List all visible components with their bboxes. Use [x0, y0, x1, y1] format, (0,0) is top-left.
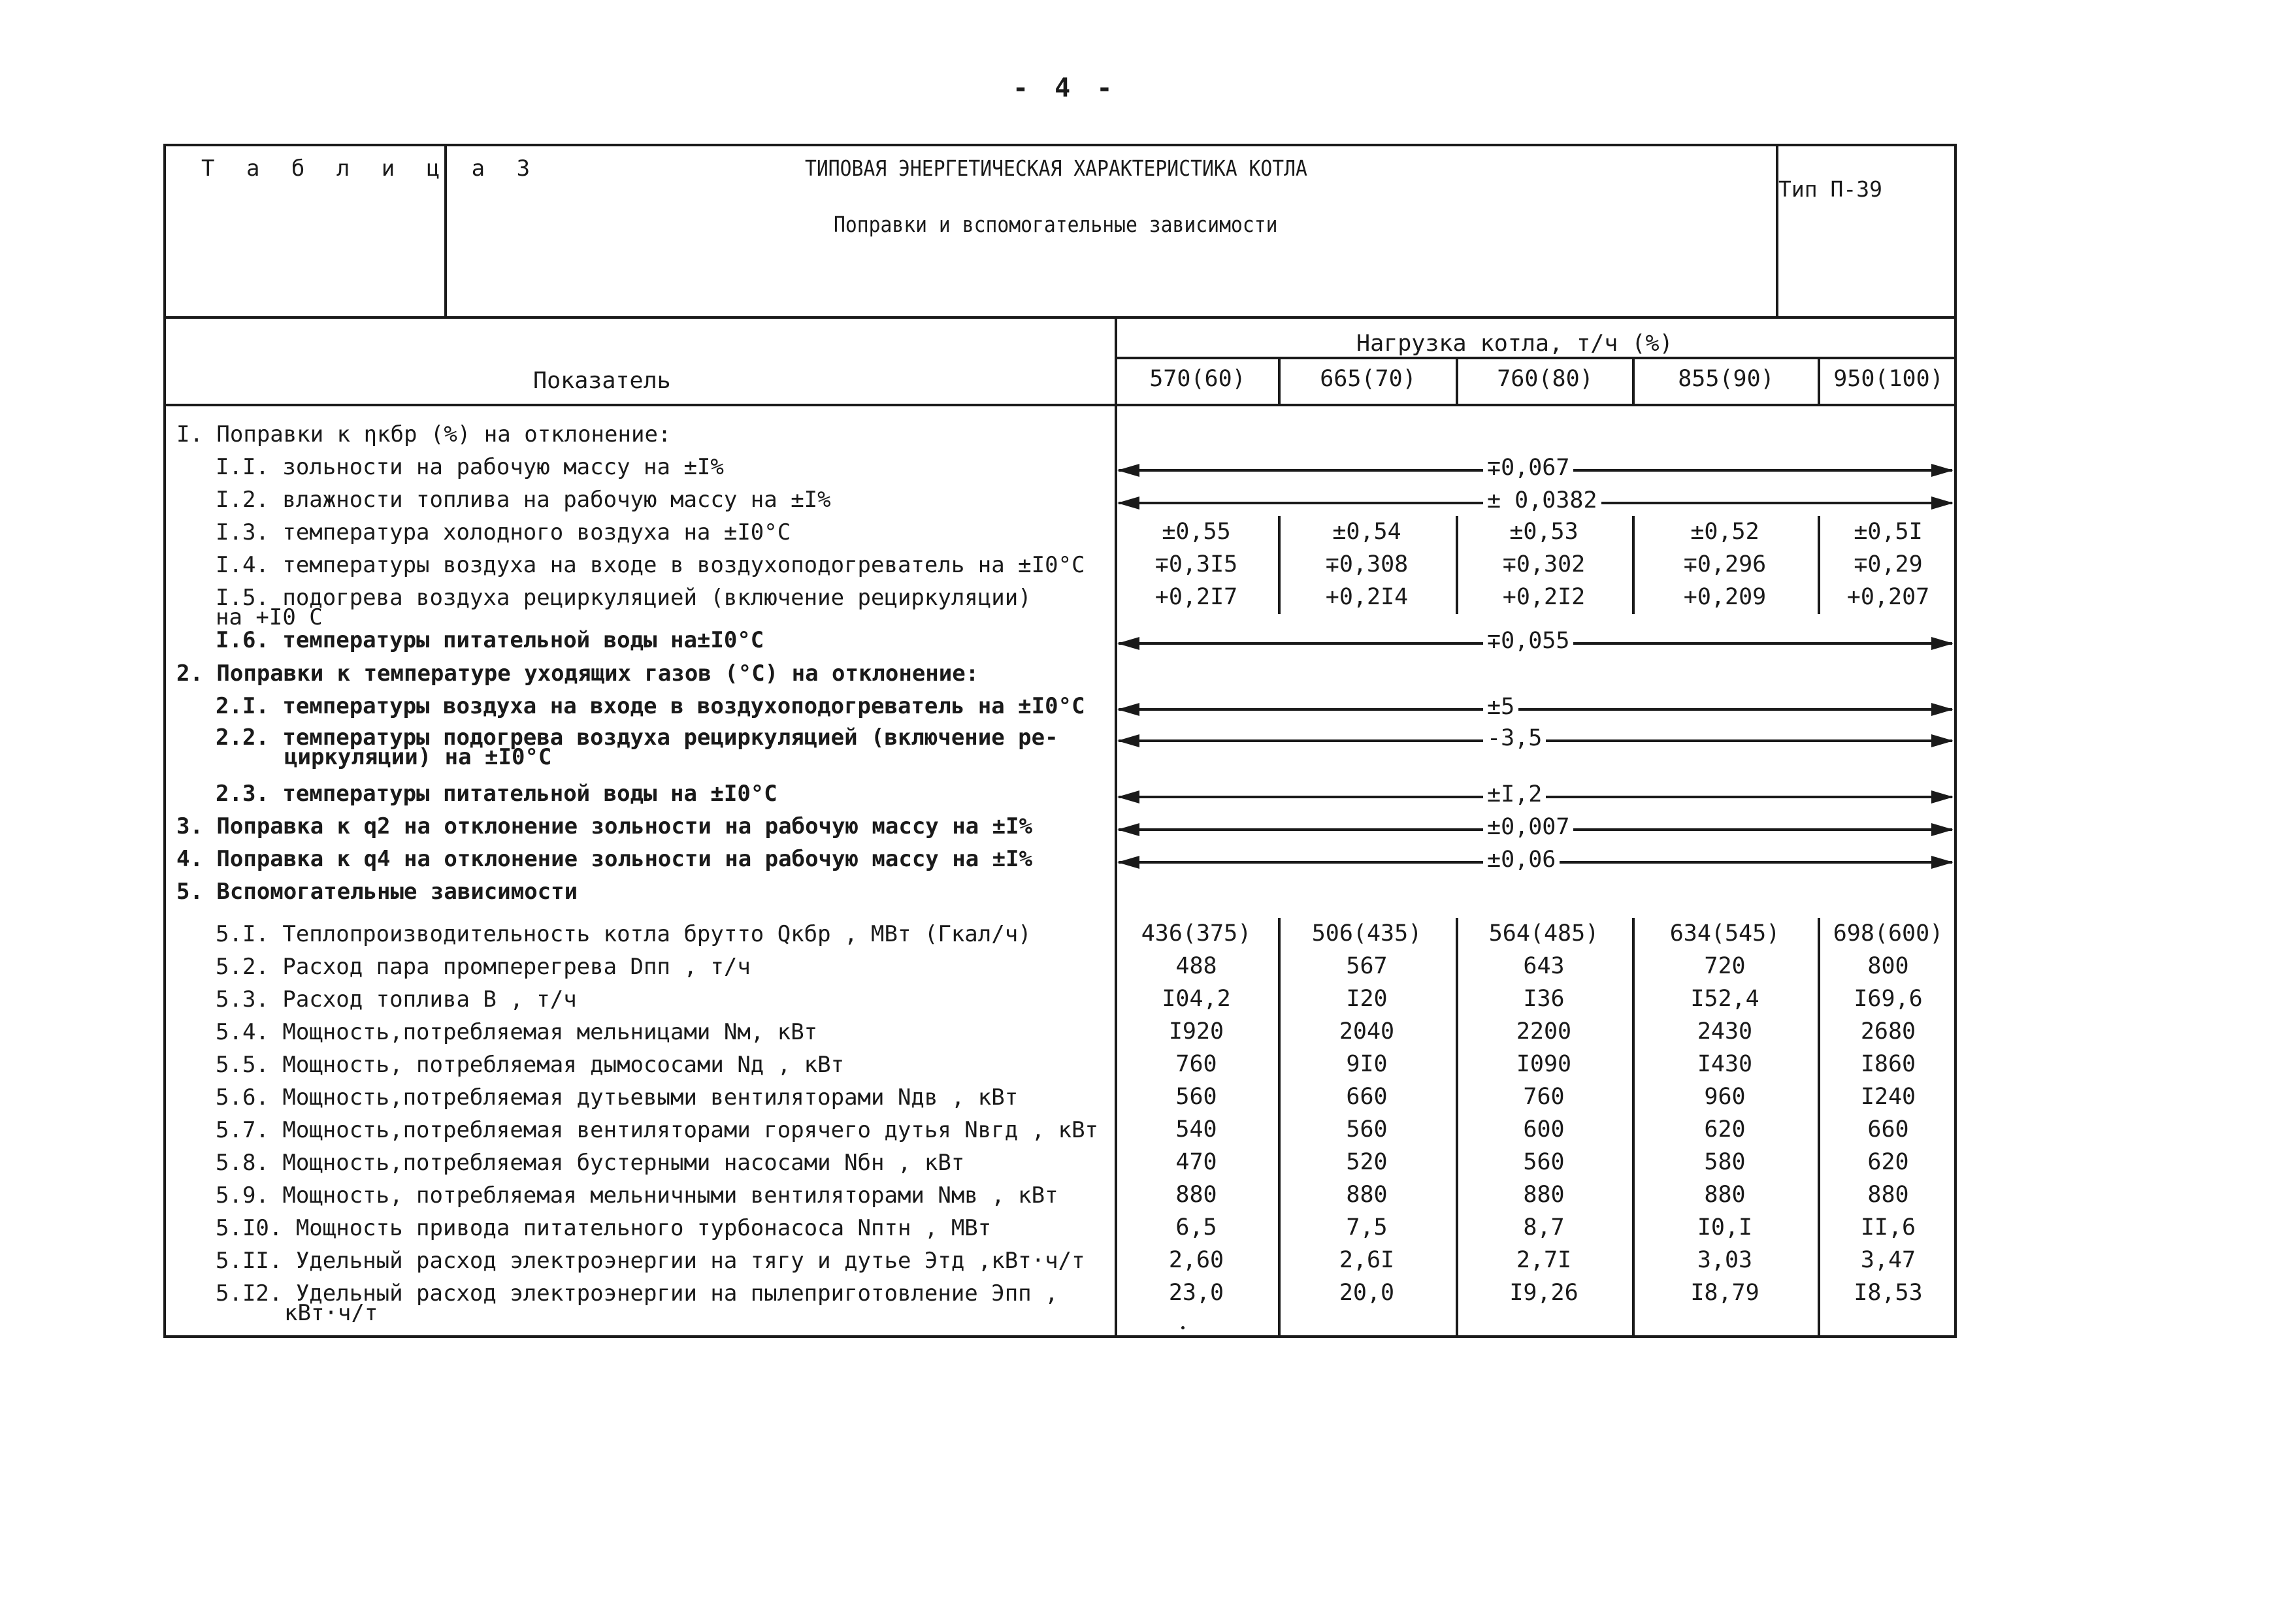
- value-cell: 760: [1523, 1084, 1565, 1110]
- value-cell: 760: [1175, 1051, 1217, 1077]
- row-label-continuation: кВт·ч/т: [284, 1300, 378, 1326]
- value-cell: 620: [1704, 1116, 1746, 1143]
- value-cell: I36: [1523, 986, 1565, 1012]
- span-value: ∓0,055: [1483, 628, 1573, 654]
- value-cell: 960: [1704, 1084, 1746, 1110]
- row-label: 4. Поправка к q4 на отклонение зольности на рабочую массу на ±I%: [176, 846, 1033, 872]
- value-cell: 23,0: [1168, 1280, 1224, 1306]
- value-cell: 6,5: [1175, 1214, 1217, 1241]
- value-cell: 620: [1867, 1149, 1909, 1175]
- value-cell: ∓0,308: [1325, 551, 1409, 577]
- value-cell: ±0,5I: [1854, 519, 1923, 545]
- value-cell: ∓0,296: [1683, 551, 1767, 577]
- value-cell: 2040: [1339, 1018, 1395, 1045]
- value-cell: 9I0: [1346, 1051, 1388, 1077]
- row-label: I.6. температуры питательной воды на±I0°C: [216, 627, 764, 653]
- value-cell: 560: [1175, 1084, 1217, 1110]
- type-label: Тип П-39: [1778, 176, 1882, 202]
- row-label: 5.7. Мощность,потребляемая вентиляторами горячего дутья Nвгд , кВт: [216, 1117, 1099, 1143]
- span-value: ±0,06: [1483, 847, 1560, 873]
- table-subtitle: Поправки и вспомогательные зависимости: [834, 212, 1278, 237]
- value-cell: 564(485): [1488, 920, 1599, 947]
- span-value: ±I,2: [1483, 781, 1546, 807]
- value-cell: 3,03: [1697, 1247, 1753, 1273]
- value-cell: I090: [1516, 1051, 1572, 1077]
- value-cell: I0,I: [1697, 1214, 1753, 1241]
- load-col-2: 665(70): [1320, 366, 1416, 392]
- value-cell: 660: [1346, 1084, 1388, 1110]
- value-cell: 643: [1523, 953, 1565, 979]
- value-cell: 2680: [1860, 1018, 1916, 1045]
- value-cell: 660: [1867, 1116, 1909, 1143]
- row-label: 5.8. Мощность,потребляемая бустерными насосами Nбн , кВт: [216, 1150, 965, 1176]
- value-column-separator: [1818, 918, 1820, 1338]
- load-col-3: 760(80): [1497, 366, 1594, 392]
- value-cell: 698(600): [1833, 920, 1944, 947]
- value-cell: II,6: [1860, 1214, 1916, 1241]
- load-header-divider: [1115, 357, 1957, 359]
- value-cell: 506(435): [1311, 920, 1422, 947]
- load-col-5: 950(100): [1833, 366, 1944, 392]
- value-cell: I04,2: [1162, 986, 1231, 1012]
- row-label: 5.2. Расход пара промперегрева Dпп , т/ч: [216, 954, 751, 980]
- value-cell: 580: [1704, 1149, 1746, 1175]
- value-cell: ∓0,29: [1854, 551, 1923, 577]
- row-label-continuation: циркуляции) на ±I0°C: [284, 744, 552, 770]
- value-column-separator: [1278, 516, 1281, 614]
- value-cell: 2430: [1697, 1018, 1753, 1045]
- span-value: ∓0,067: [1483, 455, 1573, 481]
- value-cell: 7,5: [1346, 1214, 1388, 1241]
- value-cell: 560: [1523, 1149, 1565, 1175]
- value-column-separator: [1632, 918, 1635, 1338]
- value-cell: 880: [1867, 1182, 1909, 1208]
- value-cell: I240: [1860, 1084, 1916, 1110]
- row-label: 2.3. температуры питательной воды на ±I0°C: [216, 781, 777, 807]
- table-title: ТИПОВАЯ ЭНЕРГЕТИЧЕСКАЯ ХАРАКТЕРИСТИКА КОТЛА: [805, 155, 1307, 181]
- indicator-header: Показатель: [533, 368, 671, 394]
- row-label: I.2. влажности топлива на рабочую массу на ±I%: [216, 487, 831, 513]
- value-cell: ±0,52: [1690, 519, 1759, 545]
- value-cell: 520: [1346, 1149, 1388, 1175]
- value-cell: +0,2I7: [1154, 584, 1238, 610]
- column-header-bottom: [163, 404, 1957, 406]
- value-cell: ∓0,3I5: [1154, 551, 1238, 577]
- row-label: I. Поправки к ηкбр (%) на отклонение:: [176, 421, 672, 447]
- value-cell: +0,2I2: [1502, 584, 1586, 610]
- value-column-separator: [1456, 918, 1458, 1338]
- row-label: 3. Поправка к q2 на отклонение зольности на рабочую массу на ±I%: [176, 813, 1033, 839]
- value-cell: I52,4: [1690, 986, 1759, 1012]
- value-cell: I9,26: [1509, 1280, 1578, 1306]
- value-cell: +0,207: [1846, 584, 1930, 610]
- value-cell: 436(375): [1141, 920, 1252, 947]
- value-cell: 567: [1346, 953, 1388, 979]
- row-label: 5.II. Удельный расход электроэнергии на тягу и дутье Этд ,кВт·ч/т: [216, 1248, 1085, 1274]
- row-label: 5.I0. Мощность привода питательного турбонасоса Nптн , МВт: [216, 1215, 992, 1241]
- row-label: I.5. подогрева воздуха рециркуляцией (включение рециркуляции): [216, 585, 1032, 611]
- value-cell: +0,2I4: [1325, 584, 1409, 610]
- value-cell: 470: [1175, 1149, 1217, 1175]
- row-label: 5.5. Мощность, потребляемая дымососами Nд , кВт: [216, 1052, 845, 1078]
- value-cell: 880: [1175, 1182, 1217, 1208]
- span-value: ± 0,0382: [1483, 487, 1601, 513]
- row-label: 5.6. Мощность,потребляемая дутьевыми вентиляторами Nдв , кВт: [216, 1084, 1019, 1111]
- page-number: - 4 -: [1013, 73, 1118, 103]
- value-cell: 880: [1346, 1182, 1388, 1208]
- value-cell: 2,6I: [1339, 1247, 1395, 1273]
- value-cell: 800: [1867, 953, 1909, 979]
- value-cell: 20,0: [1339, 1280, 1395, 1306]
- value-cell: 560: [1346, 1116, 1388, 1143]
- value-column-separator: [1456, 516, 1458, 614]
- row-label: 5.I2. Удельный расход электроэнергии на пылеприготовление Эпп ,: [216, 1280, 1058, 1307]
- row-label: 5.3. Расход топлива B , т/ч: [216, 986, 577, 1013]
- value-cell: I8,79: [1690, 1280, 1759, 1306]
- row-label: 2. Поправки к температуре уходящих газов (°C) на отклонение:: [176, 660, 979, 687]
- value-cell: 8,7: [1523, 1214, 1565, 1241]
- value-cell: 540: [1175, 1116, 1217, 1143]
- row-label: 5.4. Мощность,потребляемая мельницами Nм, кВт: [216, 1019, 818, 1045]
- value-column-separator: [1818, 516, 1820, 614]
- table-label: Т а б л и ц а 3: [201, 155, 540, 182]
- value-cell: ±0,54: [1332, 519, 1401, 545]
- value-cell: I8,53: [1854, 1280, 1923, 1306]
- value-cell: I69,6: [1854, 986, 1923, 1012]
- value-cell: 3,47: [1860, 1247, 1916, 1273]
- value-cell: 2,60: [1168, 1247, 1224, 1273]
- row-label: 2.I. температуры воздуха на входе в воздухоподогреватель на ±I0°C: [216, 693, 1085, 719]
- value-column-separator: [1632, 516, 1635, 614]
- span-value: -3,5: [1483, 725, 1546, 751]
- value-cell: 2200: [1516, 1018, 1572, 1045]
- value-cell: 600: [1523, 1116, 1565, 1143]
- value-cell: I430: [1697, 1051, 1753, 1077]
- value-cell: ±0,55: [1162, 519, 1231, 545]
- value-cell: 2,7I: [1516, 1247, 1572, 1273]
- value-cell: ±0,53: [1509, 519, 1578, 545]
- value-cell: I20: [1346, 986, 1388, 1012]
- value-cell: 634(545): [1669, 920, 1780, 947]
- value-cell: +0,209: [1683, 584, 1767, 610]
- load-col-1: 570(60): [1149, 366, 1246, 392]
- value-cell: I920: [1168, 1018, 1224, 1045]
- load-header: Нагрузка котла, т/ч (%): [1356, 331, 1673, 357]
- stray-dot: [1181, 1326, 1185, 1329]
- value-cell: 880: [1523, 1182, 1565, 1208]
- row-label: I.I. зольности на рабочую массу на ±I%: [216, 454, 724, 480]
- row-label: 5.9. Мощность, потребляемая мельничными вентиляторами Nмв , кВт: [216, 1182, 1058, 1209]
- span-value: ±0,007: [1483, 814, 1573, 840]
- header-divider-right: [1776, 144, 1778, 319]
- value-column-separator: [1278, 918, 1281, 1338]
- span-value: ±5: [1483, 694, 1518, 720]
- value-cell: I860: [1860, 1051, 1916, 1077]
- value-cell: 488: [1175, 953, 1217, 979]
- value-cell: 880: [1704, 1182, 1746, 1208]
- row-label: 2.2. температуры подогрева воздуха рециркуляцией (включение ре-: [216, 724, 1058, 751]
- value-cell: ∓0,302: [1502, 551, 1586, 577]
- span-arrow: [1119, 708, 1952, 711]
- row-label: I.3. температура холодного воздуха на ±I0°C: [216, 519, 791, 545]
- value-cell: 720: [1704, 953, 1746, 979]
- row-label: I.4. температуры воздуха на входе в воздухоподогреватель на ±I0°C: [216, 552, 1085, 578]
- row-label: 5.I. Теплопроизводительность котла брутто Qкбр , МВт (Гкал/ч): [216, 921, 1032, 947]
- row-label: 5. Вспомогательные зависимости: [176, 879, 578, 905]
- row-label-continuation: на +I0 C: [216, 604, 323, 630]
- load-col-4: 855(90): [1678, 366, 1775, 392]
